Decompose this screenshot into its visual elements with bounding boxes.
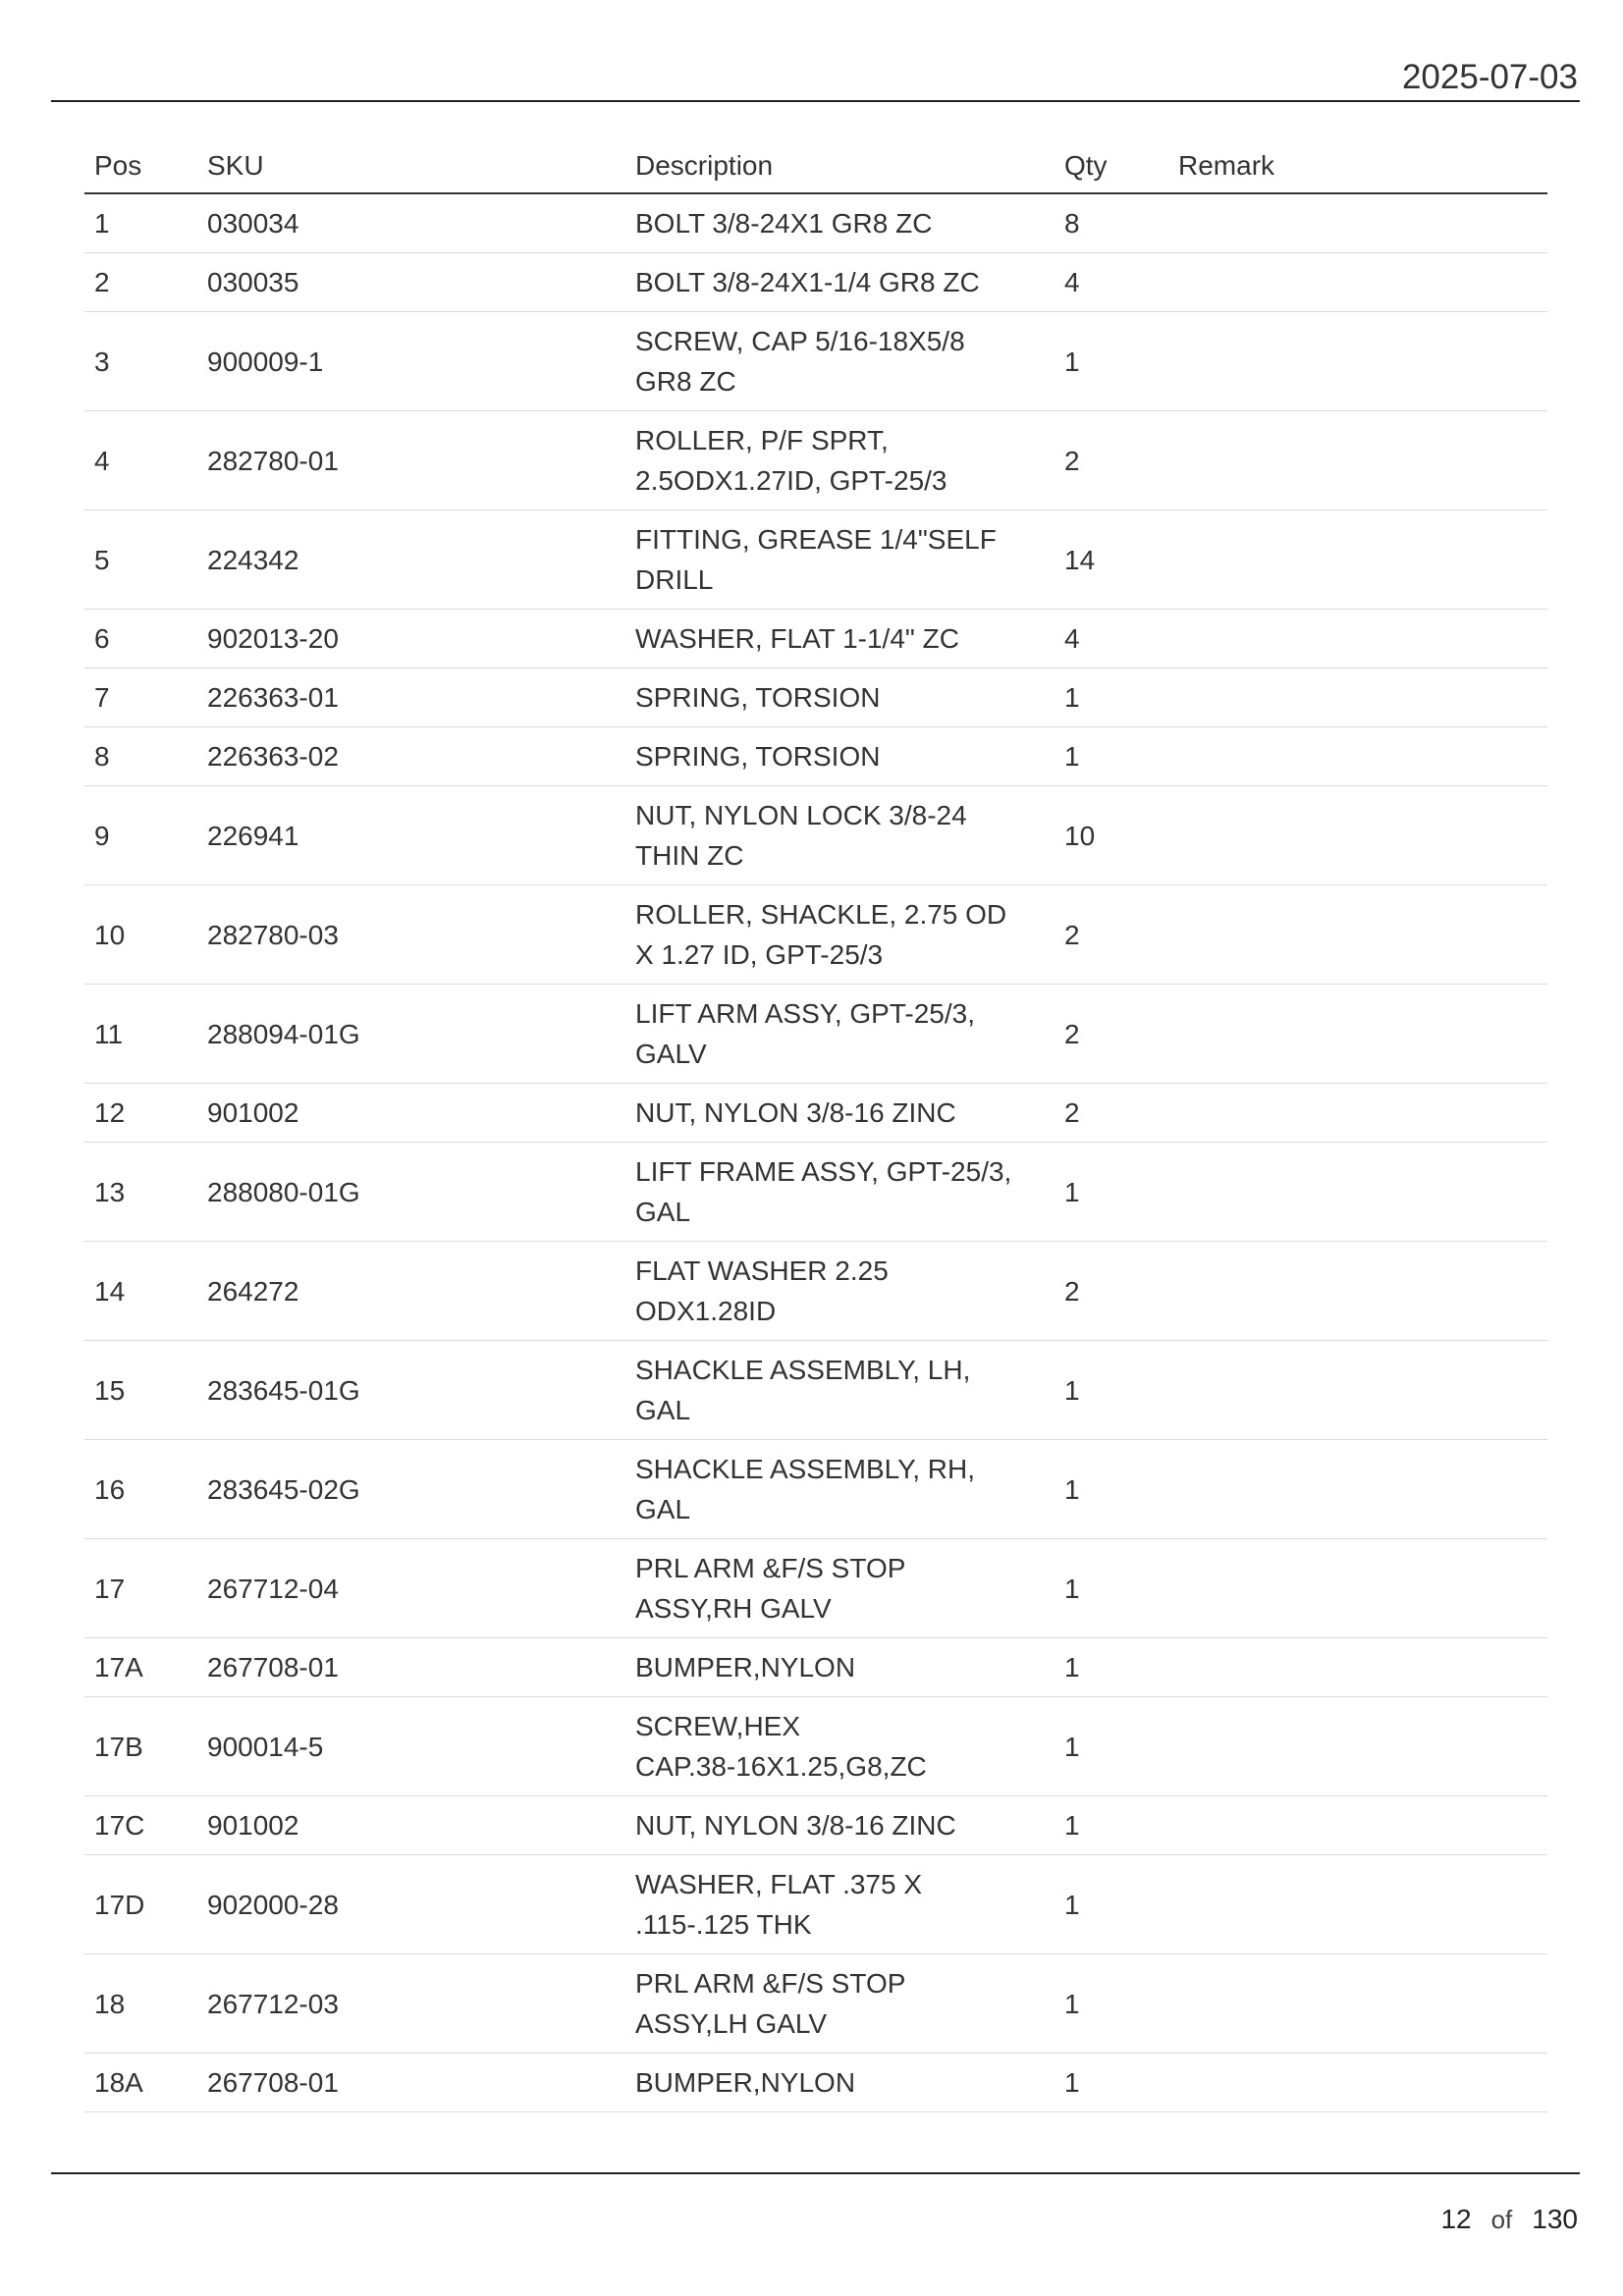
cell-pos: 3 xyxy=(84,312,197,411)
table-row xyxy=(84,1242,1547,1341)
cell-qty: 1 xyxy=(1055,1341,1168,1440)
cell-description xyxy=(625,1143,1055,1242)
cell-description xyxy=(625,1341,1055,1440)
cell-qty: 2 xyxy=(1055,411,1168,510)
cell-description xyxy=(625,985,1055,1084)
description-line: GAL xyxy=(635,1395,691,1425)
description-line: GAL xyxy=(635,1197,691,1227)
cell-qty: 1 xyxy=(1055,1855,1168,1954)
cell-remark xyxy=(1168,510,1547,610)
description-line: SCREW,HEX xyxy=(635,1711,801,1741)
cell-sku: 267712-03 xyxy=(197,1954,625,2054)
cell-remark xyxy=(1168,668,1547,727)
description-line: ODX1.28ID xyxy=(635,1296,777,1326)
cell-qty: 2 xyxy=(1055,1242,1168,1341)
cell-remark xyxy=(1168,786,1547,885)
cell-sku: 900014-5 xyxy=(197,1697,625,1796)
table-row xyxy=(84,668,1547,727)
table-row xyxy=(84,885,1547,985)
cell-pos: 6 xyxy=(84,610,197,668)
cell-remark xyxy=(1168,2054,1547,2112)
column-header-remark: Remark xyxy=(1168,139,1547,193)
cell-sku: 030035 xyxy=(197,253,625,312)
cell-description xyxy=(625,1954,1055,2054)
cell-pos: 16 xyxy=(84,1440,197,1539)
cell-sku: 267712-04 xyxy=(197,1539,625,1638)
cell-description xyxy=(625,786,1055,885)
cell-sku: 282780-03 xyxy=(197,885,625,985)
description-line: NUT, NYLON LOCK 3/8-24 xyxy=(635,800,967,830)
cell-remark xyxy=(1168,411,1547,510)
description-line: ASSY,RH GALV xyxy=(635,1593,832,1624)
cell-qty: 2 xyxy=(1055,985,1168,1084)
description-line: GAL xyxy=(635,1494,691,1524)
cell-sku: 282780-01 xyxy=(197,411,625,510)
cell-remark xyxy=(1168,1084,1547,1143)
parts-table-body xyxy=(84,193,1547,2112)
description-line: DRILL xyxy=(635,564,714,595)
cell-description xyxy=(625,312,1055,411)
cell-description xyxy=(625,1539,1055,1638)
column-header-pos: Pos xyxy=(84,139,197,193)
table-row xyxy=(84,2054,1547,2112)
cell-qty: 8 xyxy=(1055,193,1168,253)
cell-sku: 901002 xyxy=(197,1084,625,1143)
cell-pos: 18A xyxy=(84,2054,197,2112)
cell-sku: 288080-01G xyxy=(197,1143,625,1242)
description-line: WASHER, FLAT 1-1/4" ZC xyxy=(635,623,959,654)
cell-pos: 12 xyxy=(84,1084,197,1143)
cell-sku: 901002 xyxy=(197,1796,625,1855)
footer-divider xyxy=(51,2172,1580,2174)
table-row xyxy=(84,312,1547,411)
cell-remark xyxy=(1168,253,1547,312)
cell-sku: 030034 xyxy=(197,193,625,253)
cell-remark xyxy=(1168,885,1547,985)
cell-description xyxy=(625,510,1055,610)
description-line: CAP.38-16X1.25,G8,ZC xyxy=(635,1751,927,1782)
cell-remark xyxy=(1168,1440,1547,1539)
description-line: SHACKLE ASSEMBLY, LH, xyxy=(635,1355,971,1385)
cell-qty: 2 xyxy=(1055,885,1168,985)
cell-description xyxy=(625,668,1055,727)
table-header-row xyxy=(84,139,1547,193)
table-row xyxy=(84,1954,1547,2054)
cell-sku: 900009-1 xyxy=(197,312,625,411)
table-row xyxy=(84,1143,1547,1242)
cell-sku: 283645-01G xyxy=(197,1341,625,1440)
cell-sku: 902013-20 xyxy=(197,610,625,668)
description-line: .115-.125 THK xyxy=(635,1909,812,1940)
header-divider xyxy=(51,100,1580,102)
cell-sku: 267708-01 xyxy=(197,2054,625,2112)
description-line: GALV xyxy=(635,1039,707,1069)
cell-sku: 224342 xyxy=(197,510,625,610)
table-row xyxy=(84,1638,1547,1697)
cell-remark xyxy=(1168,312,1547,411)
cell-sku: 226941 xyxy=(197,786,625,885)
description-line: BOLT 3/8-24X1-1/4 GR8 ZC xyxy=(635,267,980,297)
description-line: FITTING, GREASE 1/4"SELF xyxy=(635,524,997,555)
table-row xyxy=(84,610,1547,668)
cell-description xyxy=(625,2054,1055,2112)
cell-remark xyxy=(1168,1697,1547,1796)
cell-description xyxy=(625,727,1055,786)
table-row xyxy=(84,411,1547,510)
cell-pos: 2 xyxy=(84,253,197,312)
cell-remark xyxy=(1168,727,1547,786)
cell-remark xyxy=(1168,610,1547,668)
cell-description xyxy=(625,610,1055,668)
cell-qty: 1 xyxy=(1055,312,1168,411)
cell-sku: 902000-28 xyxy=(197,1855,625,1954)
parts-table xyxy=(84,139,1547,2112)
cell-remark xyxy=(1168,1143,1547,1242)
cell-remark xyxy=(1168,1796,1547,1855)
cell-qty: 10 xyxy=(1055,786,1168,885)
cell-pos: 18 xyxy=(84,1954,197,2054)
description-line: ASSY,LH GALV xyxy=(635,2008,828,2039)
cell-pos: 17D xyxy=(84,1855,197,1954)
table-row xyxy=(84,1084,1547,1143)
cell-pos: 4 xyxy=(84,411,197,510)
description-line: LIFT ARM ASSY, GPT-25/3, xyxy=(635,998,976,1029)
column-header-description: Description xyxy=(625,139,1055,193)
cell-description xyxy=(625,253,1055,312)
description-line: ROLLER, SHACKLE, 2.75 OD xyxy=(635,899,1007,930)
description-line: PRL ARM &F/S STOP xyxy=(635,1968,906,1999)
description-line: WASHER, FLAT .375 X xyxy=(635,1869,923,1899)
cell-remark xyxy=(1168,1341,1547,1440)
description-line: LIFT FRAME ASSY, GPT-25/3, xyxy=(635,1156,1012,1187)
cell-pos: 17B xyxy=(84,1697,197,1796)
cell-description xyxy=(625,1084,1055,1143)
table-row xyxy=(84,510,1547,610)
cell-pos: 8 xyxy=(84,727,197,786)
cell-remark xyxy=(1168,1242,1547,1341)
cell-qty: 1 xyxy=(1055,1143,1168,1242)
cell-pos: 15 xyxy=(84,1341,197,1440)
cell-description xyxy=(625,1855,1055,1954)
description-line: FLAT WASHER 2.25 xyxy=(635,1255,889,1286)
table-row xyxy=(84,1697,1547,1796)
cell-qty: 1 xyxy=(1055,2054,1168,2112)
cell-qty: 1 xyxy=(1055,1440,1168,1539)
cell-pos: 17C xyxy=(84,1796,197,1855)
cell-sku: 267708-01 xyxy=(197,1638,625,1697)
description-line: SHACKLE ASSEMBLY, RH, xyxy=(635,1454,975,1484)
cell-pos: 17A xyxy=(84,1638,197,1697)
cell-qty: 1 xyxy=(1055,668,1168,727)
table-row xyxy=(84,1539,1547,1638)
cell-sku: 283645-02G xyxy=(197,1440,625,1539)
description-line: ROLLER, P/F SPRT, xyxy=(635,425,889,455)
cell-sku: 226363-02 xyxy=(197,727,625,786)
table-row xyxy=(84,1796,1547,1855)
cell-pos: 7 xyxy=(84,668,197,727)
table-row xyxy=(84,786,1547,885)
table-row xyxy=(84,985,1547,1084)
total-pages: 130 xyxy=(1532,2204,1578,2234)
cell-remark xyxy=(1168,1954,1547,2054)
column-header-qty: Qty xyxy=(1055,139,1168,193)
cell-pos: 1 xyxy=(84,193,197,253)
cell-pos: 17 xyxy=(84,1539,197,1638)
description-line: SPRING, TORSION xyxy=(635,741,881,772)
cell-qty: 4 xyxy=(1055,253,1168,312)
table-row xyxy=(84,727,1547,786)
cell-pos: 10 xyxy=(84,885,197,985)
cell-description xyxy=(625,1638,1055,1697)
cell-remark xyxy=(1168,1539,1547,1638)
cell-description xyxy=(625,1440,1055,1539)
description-line: BUMPER,NYLON xyxy=(635,1652,856,1682)
cell-qty: 1 xyxy=(1055,1954,1168,2054)
table-row xyxy=(84,193,1547,253)
table-row xyxy=(84,253,1547,312)
cell-remark xyxy=(1168,1855,1547,1954)
cell-pos: 5 xyxy=(84,510,197,610)
cell-sku: 264272 xyxy=(197,1242,625,1341)
cell-pos: 9 xyxy=(84,786,197,885)
cell-qty: 1 xyxy=(1055,727,1168,786)
cell-pos: 13 xyxy=(84,1143,197,1242)
cell-description xyxy=(625,193,1055,253)
cell-remark xyxy=(1168,985,1547,1084)
description-line: NUT, NYLON 3/8-16 ZINC xyxy=(635,1810,956,1841)
cell-description xyxy=(625,1796,1055,1855)
cell-qty: 14 xyxy=(1055,510,1168,610)
cell-description xyxy=(625,885,1055,985)
current-page: 12 xyxy=(1440,2204,1472,2234)
document-date: 2025-07-03 xyxy=(1401,58,1578,96)
page-counter xyxy=(1440,2204,1578,2235)
cell-sku: 288094-01G xyxy=(197,985,625,1084)
description-line: SPRING, TORSION xyxy=(635,682,881,713)
description-line: THIN ZC xyxy=(635,840,744,871)
description-line: SCREW, CAP 5/16-18X5/8 xyxy=(635,326,965,356)
cell-sku: 226363-01 xyxy=(197,668,625,727)
cell-remark xyxy=(1168,193,1547,253)
table-row xyxy=(84,1341,1547,1440)
cell-description xyxy=(625,1242,1055,1341)
cell-qty: 2 xyxy=(1055,1084,1168,1143)
description-line: BUMPER,NYLON xyxy=(635,2067,856,2098)
cell-qty: 1 xyxy=(1055,1796,1168,1855)
cell-pos: 14 xyxy=(84,1242,197,1341)
description-line: BOLT 3/8-24X1 GR8 ZC xyxy=(635,208,933,239)
cell-description xyxy=(625,1697,1055,1796)
cell-qty: 1 xyxy=(1055,1697,1168,1796)
description-line: PRL ARM &F/S STOP xyxy=(635,1553,906,1583)
cell-remark xyxy=(1168,1638,1547,1697)
column-header-sku: SKU xyxy=(197,139,625,193)
description-line: 2.5ODX1.27ID, GPT-25/3 xyxy=(635,465,947,496)
cell-qty: 1 xyxy=(1055,1539,1168,1638)
cell-description xyxy=(625,411,1055,510)
cell-pos: 11 xyxy=(84,985,197,1084)
description-line: GR8 ZC xyxy=(635,366,736,397)
cell-qty: 1 xyxy=(1055,1638,1168,1697)
cell-qty: 4 xyxy=(1055,610,1168,668)
description-line: X 1.27 ID, GPT-25/3 xyxy=(635,939,884,970)
description-line: NUT, NYLON 3/8-16 ZINC xyxy=(635,1097,956,1128)
table-row xyxy=(84,1440,1547,1539)
table-row xyxy=(84,1855,1547,1954)
page-of-label: of xyxy=(1490,2205,1513,2234)
